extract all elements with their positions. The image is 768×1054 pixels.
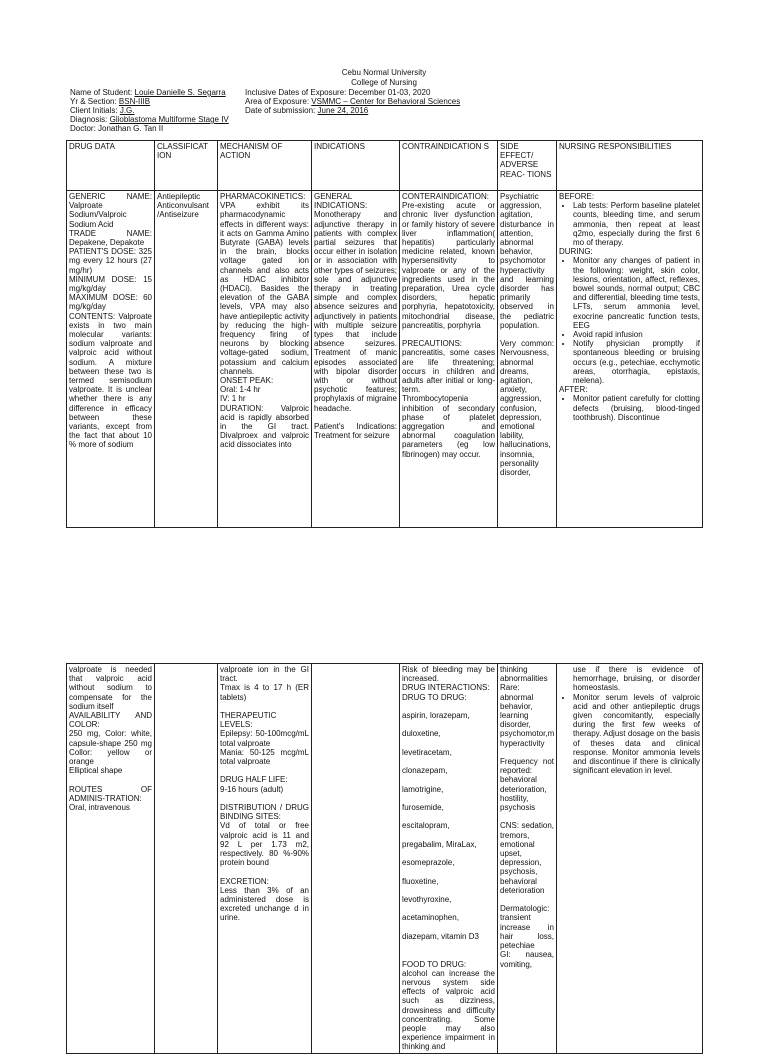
col-mechanism: MECHANISM OF ACTION [218,141,312,191]
classification-cell: Antiepileptic Anticonvulsant /Antiseizure [155,191,218,528]
indications-cell: GENERAL INDICATIONS: Monotherapy and adjunctive therapy in patients with complex partial seizures that occur either in isolation or in association with other types of seizures; sole and adjunctive therapy in treating simple and complex absence seizures and adjunctively in patients with multiple seizure types that include absence seizures. Treatment of manic episodes associated with bipolar disorder with or without psychotic features; prophylaxis of migraine headache. Patient's Indications: Treatment for seizure [312,191,400,528]
classification-cell [155,664,218,1054]
col-side-effects: SIDE EFFECT/ ADVERSE REAC- TIONS [498,141,557,191]
drug-data-cell: GENERIC NAME: Valproate Sodium/Valproic Sodium Acid TRADE NAME: Depakene, Depakote PATIENT'S DOSE: 325 mg every 12 hours (27 mg/hr) MINIMUM DOSE: 15 mg/kg/day MAXIMUM DOSE: 60 mg/kg/day CONTENTS: Valproate exists in two main molecular variants: sodium valproate and valproic acid without sodium. A mixture between these two is termed semisodium valproate. It is unclear whether there is any difference in efficacy between these variants, except from the fact that about 10 % more of sodium [67,191,155,528]
year-section-row: Yr & Section: BSN-IIIB [70,97,151,106]
table-header-row [67,141,703,191]
list-item: • Monitor any changes of patient in the following: weight, skin color, lesions, orientation, affect, reflexes, bowel sounds, normal output; CBC and differential, bleeding time tests, LFTs, serum ammonia level, exocrine pancreatic function tests, EEG [573,256,700,330]
indications-cell [312,664,400,1054]
mechanism-cell: PHARMACOKINETICS: VPA exhibit its pharmacodynamic effects in different ways: it acts on Gamma Amino Butyrate (GABA) levels in the brain, blocks voltage gated ion channels and also acts as HDAC inhibitor (HDACi). Basides the elevation of the GABA levels, VPA may also have antiepileptic activity by reducing the high-frequency firing of neurons by blocking voltage-gated sodium, potassium and calcium channels. ONSET PEAK: Oral: 1-4 hr IV: 1 hr DURATION: Valproic acid is rapidly absorbed in the GI tract. Divalproex and valproic acid dissociates into [218,191,312,528]
contraindications-cell: Risk of bleeding may be increased. DRUG INTERACTIONS: DRUG TO DRUG: aspirin, lorazepam, duloxetine, levetiracetam, clonazepam, lamotrigine, furosemide, escitalopram, pregabalim, MiraLax, esomeprazole, fluoxetine, levothyroxine, acetaminophen, diazepam, vitamin D3 FOOD TO DRUG: alcohol can increase the nervous system side effects of valproic acid such as dizziness, drowsiness and difficulty concentrating. Some people may also experience impairment in thinking and [400,664,498,1054]
exposure-area-row: Area of Exposure: VSMMC – Center for Behavioral Sciences [245,97,461,106]
nursing-continued: use if there is evidence of hemorrhage, bruising, or disorder homeostasis. [573,665,700,693]
col-nursing: NURSING RESPONSIBILITIES [557,141,703,191]
before-label: BEFORE: [559,192,595,201]
col-drug-data: DRUG DATA [67,141,155,191]
list-item: • Monitor serum levels of valproic acid and other antiepileptic drugs given concomitantly, especially during the first few weeks of therapy. Adjust dosage on the basis of theses data and clinical response. Monitor ammonia levels and discontinue if there is clinically significant elevation in level. [573,693,700,776]
table-row [67,191,703,528]
doctor-row: Doctor: Jonathan G. Tan II [70,124,164,133]
during-list [559,256,700,385]
list-item: • Avoid rapid infusion [573,330,700,339]
nursing-cell [557,191,703,528]
student-info [70,88,710,133]
drug-study-table-page1 [66,140,703,528]
col-classification: CLASSIFICAT ION [155,141,218,191]
drug-data-cell: valproate is needed that valproic acid without sodium to compensate for the sodium itself AVAILABILITY AND COLOR: 250 mg, Color: white, capsule-shape 250 mg Collor: yellow or orange Elliptical shape ROUTES OF ADMINIS-TRATION: Oral, intravenous [67,664,155,1054]
contraindications-cell: CONTERAINDICATION: Pre-existing acute or chronic liver dysfunction or family history of severe liver inflammation( hepatitis) particularly medicine related, known hypersensitivity to valproate or any of the ingredients used in the preparation, Urea cycle disorders, hepatic porphyria, hepatotoxicity, mitochondrial disease, pancreatitis, porphyria PRECAUTIONS: pancreatitis, some cases are life threatening; occurs in children and adults after initial or long-term. Thrombocytopenia inhibition of secondary phase of platelet aggregation and abnormal coagulation parameters (eg low fibrinogen) may occur. [400,191,498,528]
list-item: • Lab tests: Perform baseline platelet counts, bleeding time, and serum ammonia, then repeat at least q2mo, especially during the first 6 mo of therapy. [573,201,700,247]
exposure-dates-row: Inclusive Dates of Exposure: December 01-03, 2020 [245,88,431,97]
col-contraindications: CONTRAINDICATION S [400,141,498,191]
nursing-list [559,693,700,776]
college-name: College of Nursing [351,78,417,87]
side-effects-cell: thinking abnormalities Rare: abnormal behavior, learning disorder, psychomotor,m hyperactivity Frequency not reported: behavioral deterioration, hostility, psychosis CNS: sedation, tremors, emotional upset, depression, psychosis, behavioral deterioration Dermatologic: transient increase in hair loss, petechiae GI: nausea, vomiting, [498,664,557,1054]
nursing-cell [557,664,703,1054]
diagnosis-row: Diagnosis: Glioblastoma Multiforme Stage IV [70,115,229,124]
before-list [559,201,700,247]
table-row [67,664,703,1054]
during-label: DURING: [559,247,593,257]
side-effects-cell: Psychiatric aggression, agitation, disturbance in attention, abnormal behavior, psychomotor hyperactivity and learning disorder has primarily observed in the pediatric population. Very common: Nervousness, abnormal dreams, agitation, anxiety, aggression, confusion, depression, emotional lability, hallucinations, insomnia, personality disorder, [498,191,557,528]
list-item: • Notify physician promptly if spontaneous bleeding or bruising occurs (e.g., petechiae, ecchymotic areas, otorrhagia, epistaxis, melena). [573,339,700,385]
student-name-row: Name of Student: Louie Danielle S. Segarra [70,88,226,97]
after-label: AFTER: [559,385,588,395]
list-item: • Monitor patient carefully for clotting defects (bruising, blood-tinged toothbrush). Discontinue [573,394,700,422]
mechanism-cell: valproate ion in the GI tract. Tmax is 4 to 17 h (ER tablets) THERAPEUTIC LEVELS: Epilepsy: 50-100mcg/mL total valproate Mania: 50-125 mcg/mL total valproate DRUG HALF LIFE: 9-16 hours (adult) DISTRIBUTION / DRUG BINDING SITES: Vd of total or free valproic acid is 11 and 92 L per 1.73 m2, respectively. 80 %-90% protein bound EXCRETION: Less than 3% of an administered dose is excreted unchange d in urine. [218,664,312,1054]
drug-study-table-page2 [66,663,703,1054]
client-initials-row: Client Initials: J.G. [70,106,135,115]
after-list [559,394,700,422]
submission-date-row: Date of submission: June 24, 2016 [245,106,369,115]
university-name: Cebu Normal University [341,68,427,77]
col-indications: INDICATIONS [312,141,400,191]
document-header [0,68,768,88]
